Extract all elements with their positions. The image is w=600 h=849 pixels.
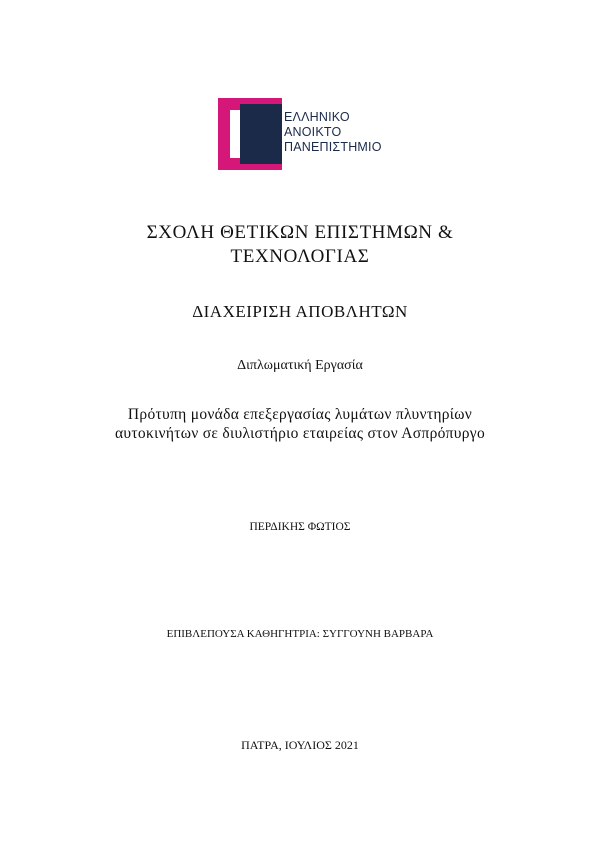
document-type: Διπλωματική Εργασία bbox=[237, 358, 363, 373]
program-name: ΔΙΑΧΕΙΡΙΣΗ ΑΠΟΒΛΗΤΩΝ bbox=[192, 302, 408, 321]
author-name: ΠΕΡΔΙΚΗΣ ΦΩΤΙΟΣ bbox=[249, 521, 351, 533]
university-name-line: ΠΑΝΕΠΙΣΤΗΜΙΟ bbox=[284, 140, 382, 154]
thesis-title-line: αυτοκινήτων σε διυλιστήριο εταιρείας στον Ασπρόπυργο bbox=[114, 425, 486, 442]
university-name bbox=[284, 110, 382, 155]
place-date: ΠΑΤΡΑ, ΙΟΥΛΙΟΣ 2021 bbox=[241, 738, 359, 752]
thesis-title-line: Πρότυπη μονάδα επεξεργασίας λυμάτων πλυντηρίων bbox=[127, 406, 473, 423]
school-name-line: ΤΕΧΝΟΛΟΓΙΑΣ bbox=[230, 246, 370, 267]
supervisor-name: ΕΠΙΒΛΕΠΟΥΣΑ ΚΑΘΗΓΗΤΡΙΑ: ΣΥΓΓΟΥΝΗ ΒΑΡΒΑΡΑ bbox=[166, 628, 434, 640]
thesis-title bbox=[0, 405, 600, 443]
university-name-line: ΑΝΟΙΚΤΟ bbox=[284, 125, 342, 139]
school-name-line: ΣΧΟΛΗ ΘΕΤΙΚΩΝ ΕΠΙΣΤΗΜΩΝ & bbox=[146, 222, 454, 243]
school-name bbox=[0, 221, 600, 269]
university-name-line: ΕΛΛΗΝΙΚΟ bbox=[284, 110, 350, 124]
logo-navy-shape bbox=[240, 104, 282, 164]
